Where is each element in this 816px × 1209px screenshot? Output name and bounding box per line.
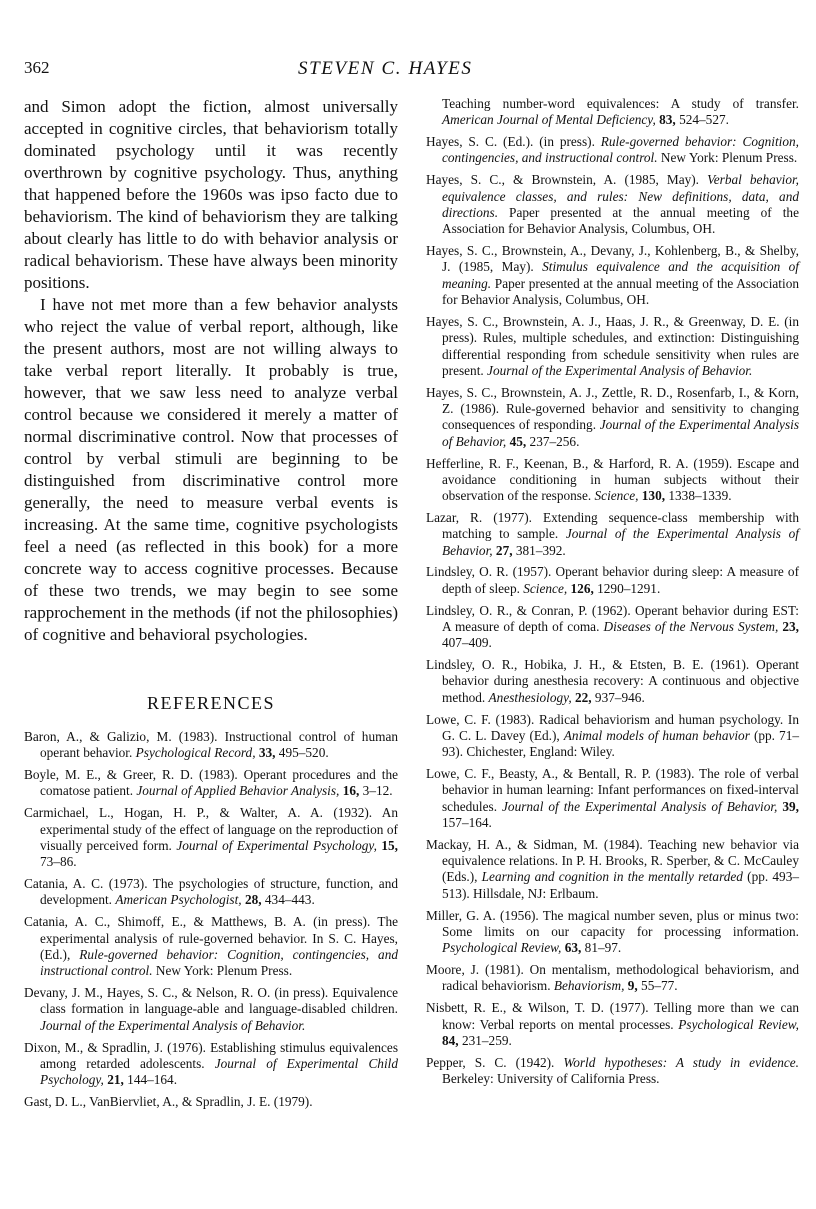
reference-source: Science, <box>523 580 568 596</box>
reference-post: 1290–1291. <box>593 580 661 596</box>
reference-post: 237–256. <box>526 433 580 449</box>
reference-entry <box>24 767 398 800</box>
reference-pre: Catania, A. C., Shimoff, E., & Matthews, B. A. (in press). The experimental analysis of rule-governed behavior. In S. C. Hayes, (Ed.), <box>24 914 398 962</box>
reference-volume: 21, <box>107 1072 124 1088</box>
reference-pre: Boyle, M. E., & Greer, R. D. (1983). Operant procedures and the comatose patient. <box>24 767 398 799</box>
reference-source: Journal of the Experimental Analysis of Behavior, <box>442 417 799 449</box>
reference-entry <box>426 510 799 559</box>
reference-entry <box>24 876 398 909</box>
reference-source: Verbal behavior, equivalence classes, and rules: New definitions, data, and directions. <box>442 172 800 220</box>
reference-source: Journal of the Experimental Analysis of Behavior, <box>442 526 799 558</box>
reference-entry <box>426 712 799 761</box>
reference-pre: Hefferline, R. F., Keenan, B., & Harford, R. A. (1959). Escape and avoidance conditioning in human subjects without their observation of the response. <box>426 455 799 504</box>
reference-post: 434–443. <box>261 892 315 908</box>
reference-volume: 126, <box>570 580 594 596</box>
reference-post: New York: Plenum Press. <box>152 963 293 979</box>
reference-volume: 84, <box>442 1032 459 1048</box>
reference-pre: Hayes, S. C. (Ed.). (in press). <box>426 134 601 150</box>
reference-source: Psychological Record, <box>135 745 256 761</box>
reference-entry <box>426 456 799 505</box>
reference-source: World hypotheses: A study in evidence. <box>563 1054 799 1070</box>
reference-volume: 15, <box>381 837 398 853</box>
reference-entry <box>24 729 398 762</box>
reference-entry <box>426 134 799 167</box>
reference-source: Journal of the Experimental Analysis of Behavior. <box>487 362 753 378</box>
reference-pre: Mackay, H. A., & Sidman, M. (1984). Teaching new behavior via equivalence relations. In P. H. Brooks, R. Sperber, & C. McCauley (Eds.), <box>426 836 799 885</box>
reference-source: American Psychologist, <box>115 892 242 908</box>
reference-volume: 39, <box>782 798 799 814</box>
reference-entry <box>426 172 799 237</box>
reference-source: Learning and cognition in the mentally retarded <box>481 869 743 885</box>
reference-pre: Moore, J. (1981). On mentalism, methodological behaviorism, and radical behaviorism. <box>426 962 799 994</box>
reference-entry <box>426 564 799 597</box>
reference-entry <box>426 1000 799 1049</box>
reference-entry <box>426 962 799 995</box>
reference-volume: 23, <box>782 618 799 634</box>
reference-post: 381–392. <box>512 542 566 558</box>
reference-volume: 45, <box>509 433 527 449</box>
reference-volume: 33, <box>258 745 276 761</box>
reference-entry <box>426 837 799 902</box>
reference-source: Behaviorism, <box>553 978 625 994</box>
reference-post: Berkeley: University of California Press. <box>442 1071 660 1087</box>
reference-volume: 16, <box>342 783 360 799</box>
right-column <box>426 96 799 1093</box>
reference-source: Stimulus equivalence and the acquisition of meaning. <box>442 259 799 291</box>
reference-pre: Catania, A. C. (1973). The psychologies of structure, function, and development. <box>24 876 398 908</box>
reference-source: Animal models of human behavior <box>563 727 750 743</box>
reference-pre: Hayes, S. C., Brownstein, A. J., Haas, J. R., & Greenway, D. E. (in press). Rules, multiple schedules, and extinction: Distinguishing differential responding from schedule sensitivity when rules are present. <box>426 313 799 378</box>
reference-entry <box>426 908 799 957</box>
reference-post: Paper presented at the annual meeting of the Association for Behavior Analysis, Columbus, OH. <box>442 275 799 308</box>
left-column <box>24 96 398 1116</box>
reference-source: Science, <box>594 488 639 504</box>
reference-pre: Lazar, R. (1977). Extending sequence-class membership with matching to sample. <box>426 509 799 542</box>
reference-entry <box>426 96 799 129</box>
reference-pre: Hayes, S. C., Brownstein, A. J., Zettle, R. D., Rosenfarb, I., & Korn, Z. (1986). Rule-governed behavior and sensitivity to changing consequences of responding. <box>426 384 799 433</box>
running-head-author: STEVEN C. HAYES <box>298 58 473 79</box>
reference-pre: Baron, A., & Galizio, M. (1983). Instructional control of human operant behavior. <box>24 729 398 761</box>
reference-entry <box>426 603 799 652</box>
reference-entry <box>426 385 799 450</box>
reference-entry <box>426 314 799 379</box>
reference-volume: 9, <box>627 978 638 994</box>
reference-pre: Nisbett, R. E., & Wilson, T. D. (1977). Telling more than we can know: Verbal reports on mental processes. <box>426 1000 799 1032</box>
reference-pre: Lowe, C. F. (1983). Radical behaviorism and human psychology. In G. C. L. Davey (Ed.), <box>426 711 799 743</box>
reference-entry <box>24 985 398 1034</box>
reference-source: Psychological Review, <box>442 940 562 956</box>
body-paragraph: I have not met more than a few behavior analysts who reject the value of verbal report, although, like the present authors, most are not willing always to take verbal report literally. It probably is true, however, that we saw less need to analyze verbal control because we considered it merely a matter of normal discriminative control. Now that processes of control by verbal stimuli are beginning to be distinguished from discriminative control more generally, the need to measure verbal events is increasing. At the same time, cognitive psychologists feel a need (as reflected in this book) for a more concrete way to access cognitive processes. Because of these two trends, we may begin to see some rapprochement in the methods (if not the philosophies) of cognitive and behavioral psychologies. <box>24 295 398 644</box>
reference-post: 81–97. <box>581 940 622 956</box>
reference-post: New York: Plenum Press. <box>657 150 798 166</box>
reference-post: 1338–1339. <box>665 488 732 504</box>
reference-pre: Devany, J. M., Hayes, S. C., & Nelson, R. O. (in press). Equivalence class formation in language-able and language-disabled children. <box>24 985 398 1017</box>
reference-pre: Hayes, S. C., Brownstein, A., Devany, J., Kohlenberg, B., & Shelby, J. (1985, May). <box>426 243 799 275</box>
reference-post: 495–520. <box>275 745 329 761</box>
reference-post: 937–946. <box>591 689 645 705</box>
body-paragraph: and Simon adopt the fiction, almost universally accepted in cognitive circles, that behaviorism totally dominated psychology until it was recently overthrown by cognitive psychology. Thus, anything that happened before the 1960s was ipso facto due to behaviorism. The kind of behaviorism they are talking about clearly has little to do with behavior analysis or radical behaviorism. These have always been minority positions. <box>24 97 398 292</box>
references-heading: REFERENCES <box>146 693 276 713</box>
reference-post: 407–409. <box>442 635 492 651</box>
reference-entry <box>24 1040 398 1089</box>
reference-post: 55–77. <box>637 978 678 994</box>
reference-post: Paper presented at the annual meeting of the Association for Behavior Analysis, Columbus, OH. <box>442 204 799 237</box>
reference-entry <box>426 766 799 831</box>
reference-volume: 130, <box>641 488 666 504</box>
reference-pre: Lowe, C. F., Beasty, A., & Bentall, R. P. (1983). The role of verbal behavior in human learning: Infant performances on fixed-interval schedules. <box>426 766 799 814</box>
reference-pre: Gast, D. L., VanBiervliet, A., & Spradlin, J. E. (1979). <box>24 1094 313 1110</box>
reference-pre: Carmichael, L., Hogan, H. P., & Walter, A. A. (1932). An experimental study of the effect of language on the reproduction of visually perceived form. <box>24 805 398 853</box>
reference-post: (pp. 493–513). Hillsdale, NJ: Erlbaum. <box>442 869 799 901</box>
reference-pre: Teaching number-word equivalences: A study of transfer. <box>442 96 799 111</box>
reference-volume: 28, <box>244 892 262 908</box>
reference-entry <box>24 805 398 870</box>
reference-entry <box>24 1094 398 1110</box>
reference-source: American Journal of Mental Deficiency, <box>442 112 656 128</box>
reference-source: Journal of Applied Behavior Analysis, <box>136 783 340 799</box>
reference-volume: 83, <box>659 112 676 128</box>
reference-post: 73–86. <box>40 854 77 870</box>
reference-list-left <box>24 729 398 1110</box>
reference-source: Rule-governed behavior: Cognition, contingencies, and instructional control. <box>40 946 398 979</box>
reference-volume: 63, <box>564 940 582 956</box>
reference-source: Rule-governed behavior: Cognition, contingencies, and instructional control. <box>442 134 799 166</box>
reference-entry <box>426 657 799 706</box>
page-number: 362 <box>24 58 50 77</box>
reference-post: 524–527. <box>675 112 729 128</box>
reference-pre: Pepper, S. C. (1942). <box>426 1054 564 1070</box>
reference-source: Journal of Experimental Psychology, <box>176 837 377 853</box>
reference-post: 144–164. <box>123 1072 178 1088</box>
reference-pre: Miller, G. A. (1956). The magical number seven, plus or minus two: Some limits on our capacity for processing information. <box>426 907 799 939</box>
reference-entry <box>426 1055 799 1088</box>
reference-post: 231–259. <box>458 1032 512 1048</box>
reference-source: Journal of the Experimental Analysis of Behavior, <box>502 798 778 814</box>
reference-entry <box>426 243 799 308</box>
reference-post: (pp. 71–93). Chichester, England: Wiley. <box>442 727 799 760</box>
reference-volume: 27, <box>495 542 513 558</box>
reference-source: Journal of the Experimental Analysis of Behavior. <box>40 1017 306 1033</box>
reference-pre: Lindsley, O. R., & Conran, P. (1962). Operant behavior during EST: A measure of depth of coma. <box>426 602 799 634</box>
reference-entry <box>24 914 398 979</box>
reference-list-right <box>426 96 799 1087</box>
reference-post: 157–164. <box>442 815 492 830</box>
reference-pre: Lindsley, O. R., Hobika, J. H., & Etsten, B. E. (1961). Operant behavior during anesthesia recovery: A continuous and objective method. <box>426 657 799 705</box>
reference-pre: Lindsley, O. R. (1957). Operant behavior during sleep: A measure of depth of sleep. <box>426 564 799 596</box>
reference-source: Diseases of the Nervous System, <box>603 618 779 634</box>
reference-pre: Dixon, M., & Spradlin, J. (1976). Establishing stimulus equivalences among retarded adolescents. <box>24 1039 398 1071</box>
reference-post: 3–12. <box>359 783 393 799</box>
reference-volume: 22, <box>574 689 592 705</box>
reference-source: Psychological Review, <box>678 1016 799 1032</box>
reference-pre: Hayes, S. C., & Brownstein, A. (1985, May). <box>426 172 708 188</box>
reference-source: Anesthesiology, <box>488 689 572 705</box>
reference-source: Journal of Experimental Child Psychology, <box>40 1055 398 1088</box>
